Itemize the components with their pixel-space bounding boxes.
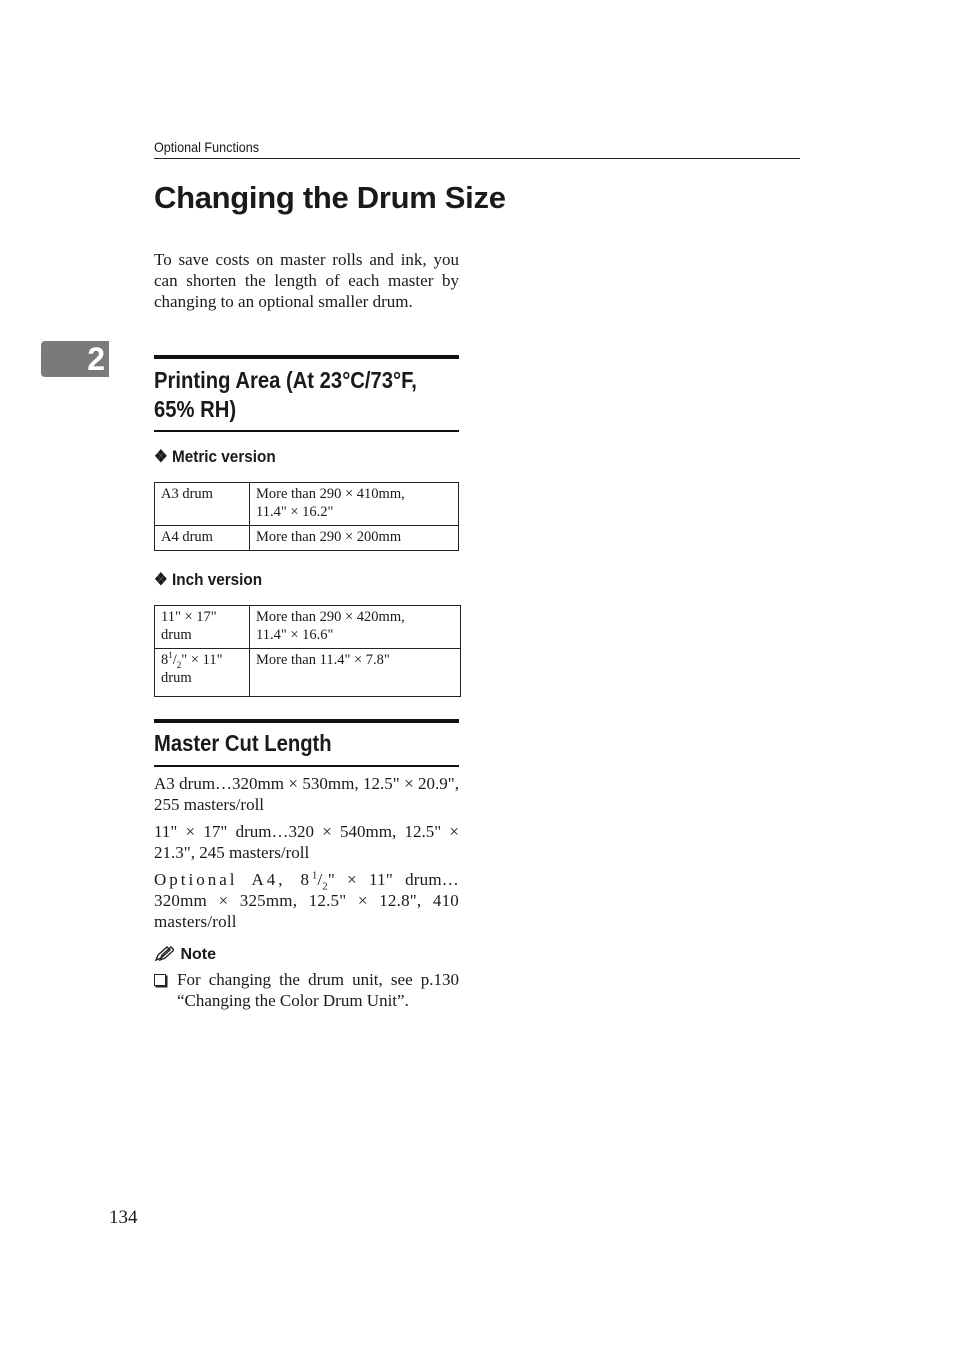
intro-paragraph: To save costs on master rolls and ink, you can shorten the length of each master by changing to an optional smaller drum.	[154, 250, 459, 311]
table-cell: $8^1/_2$" × 11" drum	[155, 649, 250, 697]
section-title-master-cut: Master Cut Length	[154, 730, 332, 756]
table-row	[155, 483, 459, 526]
table-row	[155, 606, 461, 649]
table-cell: More than 290 × 410mm, 11.4" × 16.2"	[250, 483, 459, 526]
subsection-inch: ❖ Inch version	[154, 570, 263, 589]
note-item: For changing the drum unit, see p.130 “Changing the Color Drum Unit”.	[154, 970, 459, 1012]
table-cell: A3 drum	[155, 483, 250, 526]
table-row	[155, 649, 461, 697]
metric-table	[154, 482, 459, 551]
section-rule-top	[154, 355, 459, 359]
table-cell: More than 290 × 200mm	[250, 526, 459, 551]
subsection-metric: ❖ Metric version	[154, 447, 276, 466]
diamond-bullet-icon: ❖	[154, 570, 168, 589]
inch-table	[154, 605, 461, 697]
master-cut-optional: Optional A4, $8^1/_2$" × 11" drum…320mm × 325mm, 12.5" × 12.8", 410 masters/roll	[154, 870, 459, 931]
table-cell: More than 290 × 420mm, 11.4" × 16.6"	[250, 606, 461, 649]
note-heading: Note	[154, 946, 216, 964]
table-cell: More than 11.4" × 7.8"	[250, 649, 461, 697]
pencil-icon	[154, 946, 174, 962]
section-rule-bottom	[154, 765, 459, 767]
master-cut-11x17: 11" × 17" drum…320 × 540mm, 12.5" × 21.3", 245 masters/roll	[154, 822, 459, 862]
section-rule-bottom	[154, 430, 459, 432]
page-number: 134	[109, 1207, 138, 1228]
chapter-tab	[41, 341, 109, 377]
diamond-bullet-icon: ❖	[154, 447, 168, 466]
page-title: Changing the Drum Size	[154, 180, 506, 215]
running-header: Optional Functions	[154, 139, 260, 155]
master-cut-a3: A3 drum…320mm × 530mm, 12.5" × 20.9", 255 masters/roll	[154, 774, 459, 814]
header-rule	[154, 158, 800, 159]
checkbox-bullet-icon	[154, 974, 166, 986]
section-rule-top	[154, 719, 459, 723]
chapter-number: 2	[87, 341, 105, 377]
table-row	[155, 526, 459, 551]
section-title-printing-area: Printing Area (At 23°C/73°F, 65% RH)	[154, 367, 417, 422]
table-cell: 11" × 17" drum	[155, 606, 250, 649]
table-cell: A4 drum	[155, 526, 250, 551]
